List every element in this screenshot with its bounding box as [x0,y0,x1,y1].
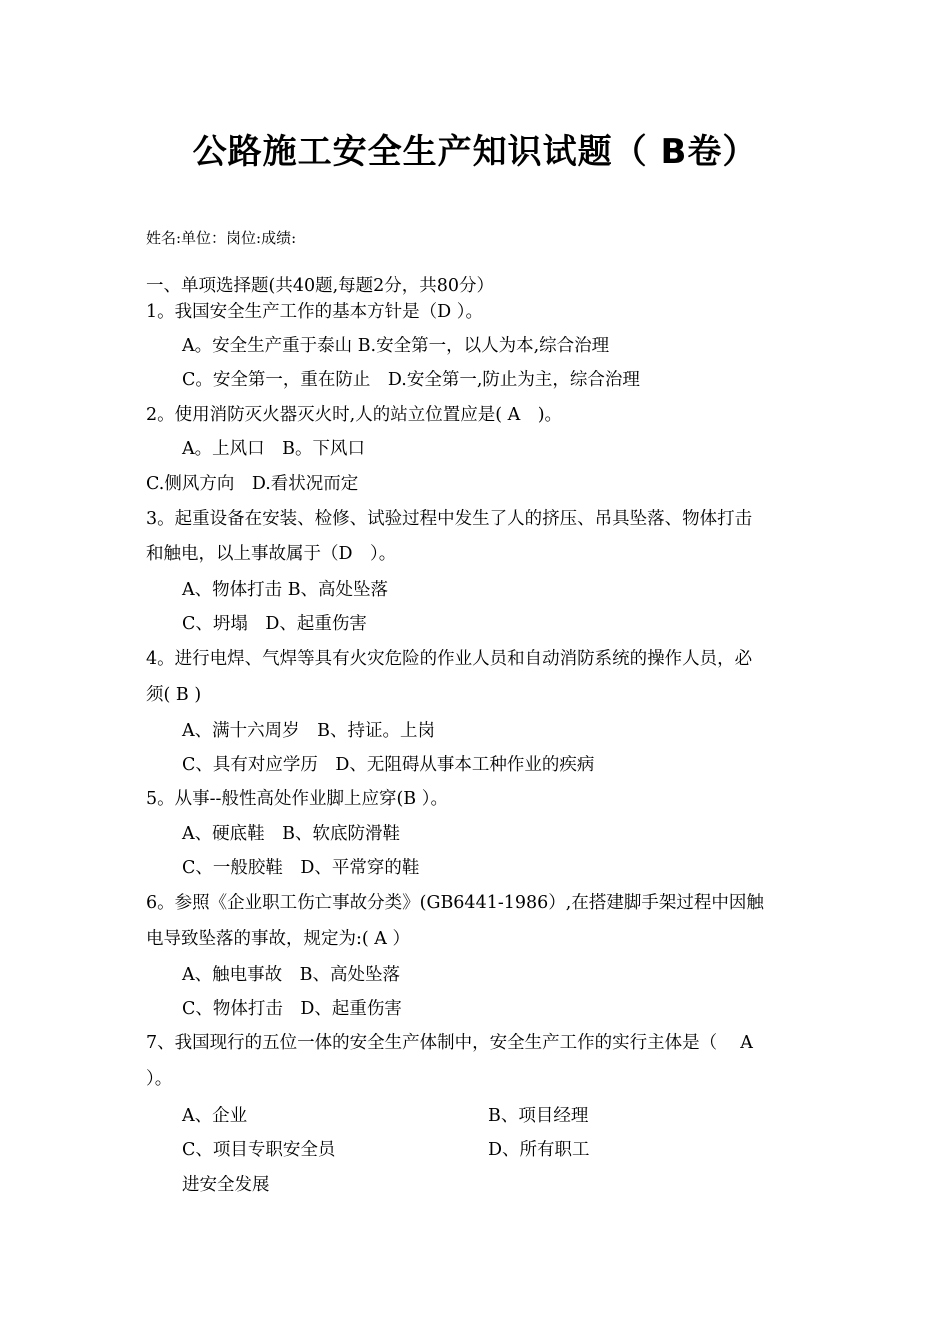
trailing-text: 进安全发展 [182,1175,270,1195]
question-5-option: A、硬底鞋 B、软底防滑鞋 [182,824,400,844]
question-6-option: C、物体打击 D、起重伤害 [182,999,402,1019]
question-1-option: A。安全生产重于泰山 B.安全第一，以人为本,综合治理 [182,336,610,356]
question-7-option: A、企业 [182,1106,248,1126]
question-7-option: C、项目专职安全员 [182,1140,336,1160]
question-7-option: D、所有职工 [488,1140,590,1160]
question-3-text: 3。起重设备在安装、检修、试验过程中发生了人的挤压、吊具坠落、物体打击 [146,509,753,529]
question-4-option: C、具有对应学历 D、无阻碍从事本工种作业的疾病 [182,755,595,775]
question-7-text: ）。 [146,1069,173,1089]
info-line: 姓名:单位：岗位:成绩: [146,229,297,247]
question-3-option: C、坍塌 D、起重伤害 [182,614,367,634]
question-7-option: B、项目经理 [488,1106,589,1126]
exam-title: 公路施工安全生产知识试题（ B卷） [192,132,758,172]
question-3-text: 和触电，以上事故属于（D ）。 [146,544,397,564]
question-5-text: 5。从事--般性高处作业脚上应穿(B ）。 [146,789,448,809]
question-5-option: C、一般胶鞋 D、平常穿的鞋 [182,858,420,878]
question-1-option: C。安全第一，重在防止 D.安全第一,防止为主，综合治理 [182,370,640,390]
question-3-option: A、物体打击 B、高处坠落 [182,580,389,600]
question-2-option: C.侧风方向 D.看状况而定 [146,474,359,494]
question-7-text: 7、我国现行的五位一体的安全生产体制中，安全生产工作的实行主体是（ A [146,1033,753,1053]
question-4-text: 4。进行电焊、气焊等具有火灾危险的作业人员和自动消防系统的操作人员，必 [146,649,753,669]
section-heading: 一、单项选择题(共40题,每题2分，共80分） [146,276,495,296]
question-6-text: 6。参照《企业职工伤亡事故分类》(GB6441-1986）,在搭建脚手架过程中因触 [146,893,764,913]
question-6-text: 电导致坠落的事故，规定为:( A ） [146,929,410,949]
question-4-option: A、满十六周岁 B、持证。上岗 [182,721,435,741]
question-2-text: 2。使用消防灭火器灭火时,人的站立位置应是( A )。 [146,405,563,425]
question-6-option: A、触电事故 B、高处坠落 [182,965,400,985]
question-1-text: 1。我国安全生产工作的基本方针是（D ）。 [146,302,483,322]
question-2-option: A。上风口 B。下风口 [182,439,365,459]
question-4-text: 须( B ) [146,685,202,705]
